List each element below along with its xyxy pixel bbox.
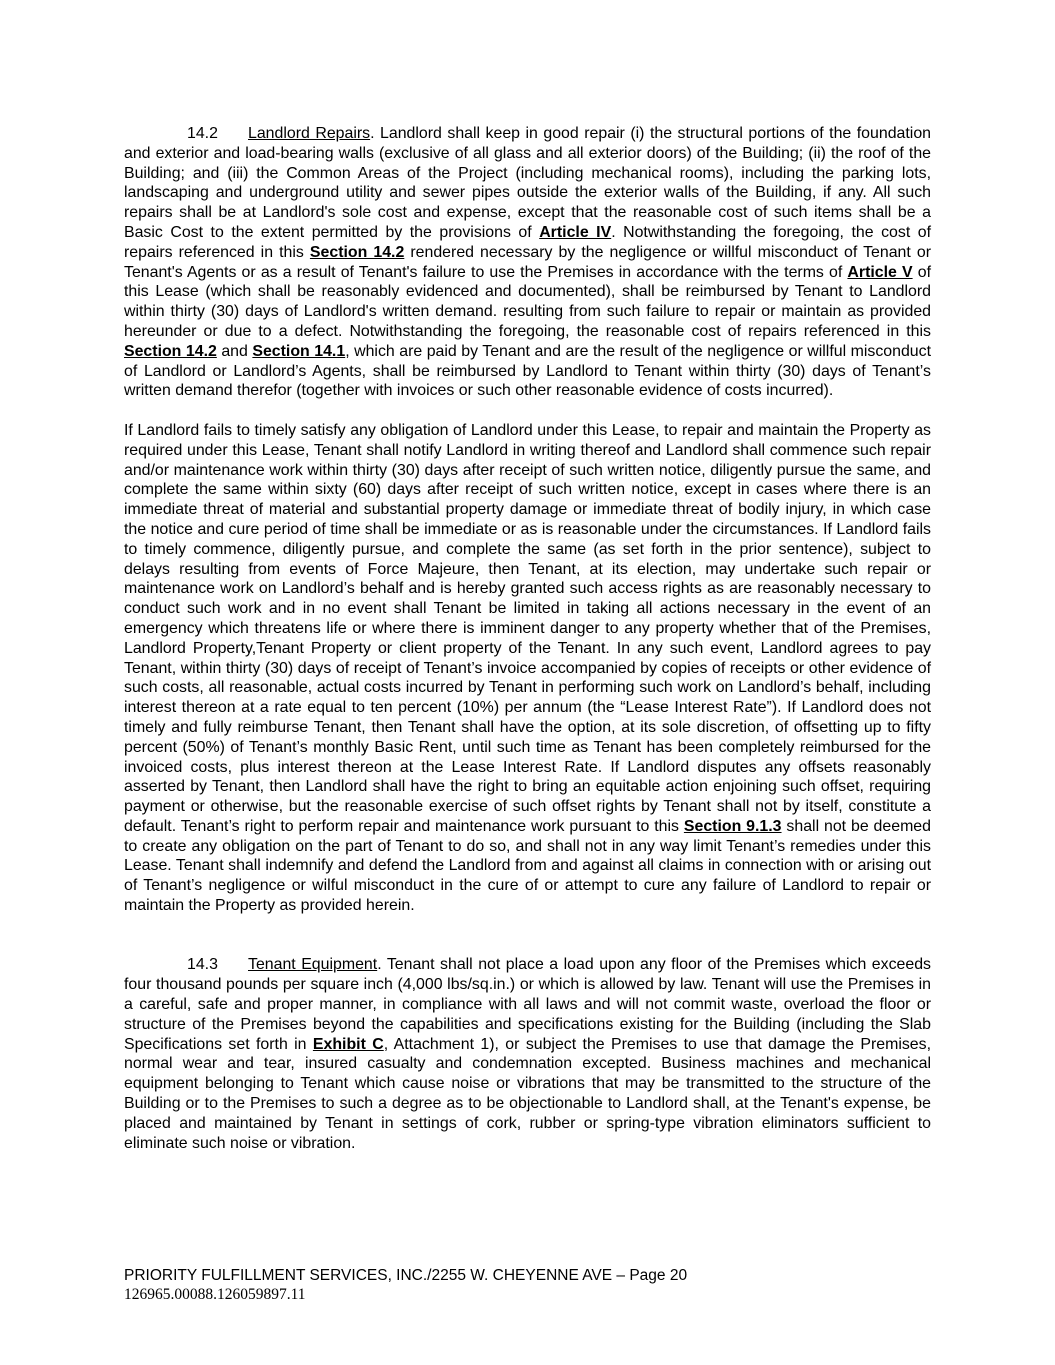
section-number: 14.2 <box>187 125 218 142</box>
self-help-paragraph <box>124 421 931 916</box>
cross-reference: Section 14.1 <box>252 342 346 360</box>
cross-reference: Section 14.2 <box>124 342 217 360</box>
paragraph-text: . Tenant shall not place a load upon any floor of the Premises which exceeds four thousand pounds per square inch (4,000 lbs/sq.in.) or which is allowed by law. Tenant will use the Premises in a careful, safe and proper manner, in compliance with all laws and will not commit waste, overload the floor or structure of the Premises beyond the capabilities and specifications existing for the Building (including the Slab Specifications set forth in <box>124 956 931 1053</box>
page-footer <box>124 1266 931 1304</box>
paragraph-text: . Landlord shall keep in good repair (i) the structural portions of the foundation and exterior and load-bearing walls (exclusive of all glass and all exterior doors) of the Building; (ii) the roof of the Building; and (iii) the Common Areas of the Project (including mechanical rooms), including the parking lots, landscaping and underground utility and sewer pipes outside the exterior walls of the Building, if any. All such repairs shall be at Landlord's sole cost and expense, except that the reasonable cost of such items shall be a Basic Cost to the extent permitted by the provisions of <box>124 125 931 241</box>
section-14-2-paragraph <box>124 124 931 401</box>
paragraph-text: shall not be deemed to create any obligation on the part of Tenant to do so, and shall not in any way limit Tenant’s remedies under this Lease. Tenant shall indemnify and defend the Landlord from and against all claims in connection with or arising out of Tenant’s negligence or wilful misconduct in the cure of or attempt to cure any failure of Landlord to repair or maintain the Property as provided herein. <box>124 817 931 915</box>
paragraph-text: , which are paid by Tenant and are the result of the negligence or willful misconduct of Landlord or Landlord’s Agents, shall be reimbursed by Landlord to Tenant within thirty (30) days of Tenant’s written demand therefor (together with invoices or such other reasonable evidence of costs incurred). <box>124 342 931 400</box>
footer-document-title: PRIORITY FULFILLMENT SERVICES, INC./2255 W. CHEYENNE AVE – Page 20 <box>124 1267 688 1284</box>
paragraph-text: , Attachment 1), or subject the Premises to use that damage the Premises, normal wear and tear, insured casualty and condemnation excepted. Business machines and mechanical equipment belonging to Tenant which cause noise or vibrations that may be transmitted to the structure of the Building or to the Premises to such a degree as to be objectionable to Landlord shall, at the Tenant's expense, be placed and maintained by Tenant in settings of cork, rubber or spring-type vibration eliminators sufficient to eliminate such noise or vibration. <box>124 1035 931 1152</box>
paragraph-spacer <box>124 401 931 421</box>
document-body <box>124 124 931 1153</box>
cross-reference: Section 9.1.3 <box>683 817 782 835</box>
paragraph-text: rendered necessary by the negligence or willful misconduct of Tenant or Tenant's Agents or as a result of Tenant's failure to use the Premises in accordance with the terms of <box>124 243 931 281</box>
paragraph-spacer <box>124 916 931 956</box>
section-heading: Landlord Repairs <box>248 125 371 142</box>
section-number: 14.3 <box>187 956 218 974</box>
paragraph-text: of this Lease (which shall be reasonably evidenced and documented), shall be reimbursed by Tenant to Landlord within thirty (30) days of Landlord's written demand. resulting from such failure to repair or maintain as provided hereunder or due to a defect. Notwithstanding the foregoing, the reasonable cost of repairs referenced in this <box>124 263 931 340</box>
paragraph-text: . Notwithstanding the foregoing, the cost of repairs referenced in this <box>124 223 931 261</box>
paragraph-text: If Landlord fails to timely satisfy any obligation of Landlord under this Lease, to repair and maintain the Property as required under this Lease, Tenant shall notify Landlord in writing thereof and Landlord shall commence such repair and/or maintenance work within thirty (30) days after receipt of such written notice, diligently pursue the same, and complete the same within sixty (60) days after receipt of such written notice, except in cases where there is an immediate threat of material and substantial property damage or immediate threat of bodily injury, in which case the notice and cure period of time shall be immediate or as is reasonable under the circumstances. If Landlord fails to timely commence, diligently pursue, and complete the same (as set forth in the prior sentence), subject to delays resulting from events of Force Majeure, then Tenant, at its election, may undertake such repair or maintenance work on Landlord’s behalf and is hereby granted such access rights as are reasonably necessary to conduct such work and in no event shall Tenant be limited in taking all actions necessary in the event of an emergency which threatens life or where there is imminent danger to any property whether that of the Premises, Landlord Property,Tenant Property or client property of the Tenant. In any such event, Landlord agrees to pay Tenant, within thirty (30) days of receipt of Tenant’s invoice accompanied by copies of receipts or other evidence of such costs, all reasonable, actual costs incurred by Tenant in performing such work on Landlord’s behalf, including interest thereon at a rate equal to ten percent (10%) per annum (the “Lease Interest Rate”). If Landlord does not timely and fully reimburse Tenant, then Tenant shall have the option, at its sole discretion, of offsetting up to fifty percent (50%) of Tenant’s monthly Basic Rent, until such time as Tenant has been completely reimbursed for the invoiced costs, plus interest thereon at the Lease Interest Rate. If Landlord disputes any offsets reasonably asserted by Tenant, then Landlord shall have the right to bring an equitable action enjoining such offset, requiring payment or otherwise, but the reasonable exercise of such offset rights by Tenant shall not by itself, constitute a default. Tenant’s right to perform repair and maintenance work pursuant to this <box>124 421 931 835</box>
section-heading: Tenant Equipment <box>248 956 378 974</box>
cross-reference: Section 14.2 <box>309 243 405 261</box>
paragraph-text: and <box>216 342 253 360</box>
cross-reference: Article V <box>847 263 913 281</box>
cross-reference: Exhibit C <box>312 1035 384 1053</box>
cross-reference: Article IV <box>539 223 612 241</box>
footer-document-id: 126965.00088.126059897.11 <box>124 1286 306 1303</box>
section-14-3-paragraph <box>124 955 931 1153</box>
